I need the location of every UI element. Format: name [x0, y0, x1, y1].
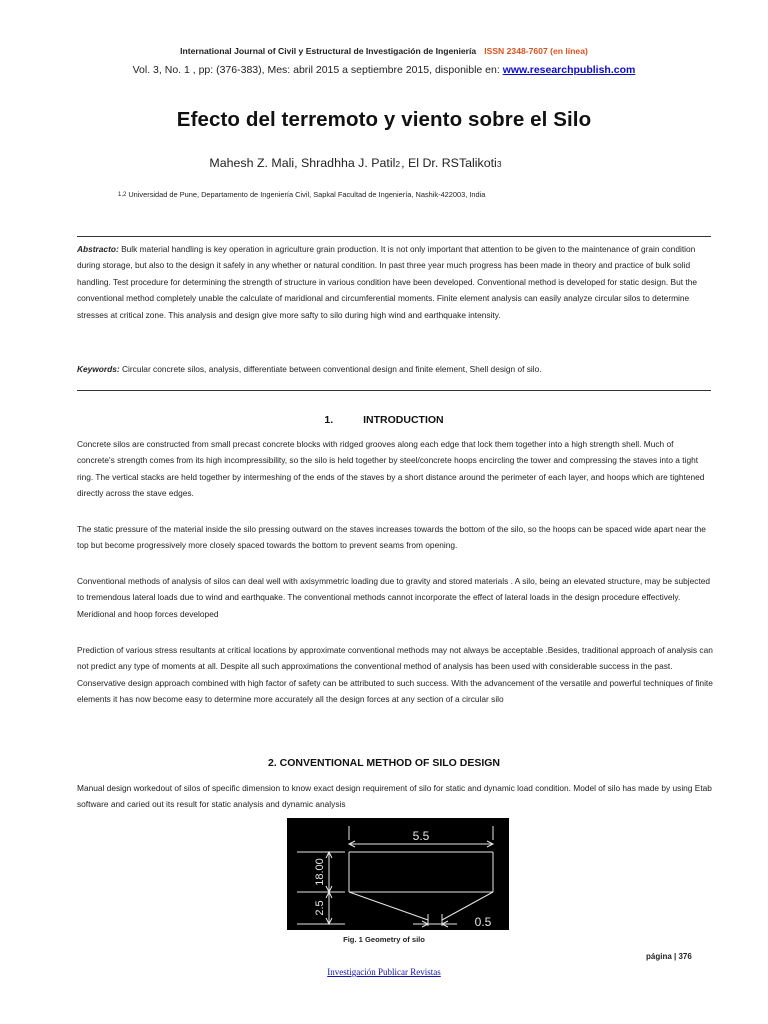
divider-top: [77, 236, 711, 237]
section2-paragraph: Manual design workedout of silos of specific dimension to know exact design requirement of silo for static and dynamic load condition. Model of silo has made by using Etab software and caried out its result for static analysis and dynamic analysis: [77, 783, 712, 810]
affiliation-marker: 1,2: [118, 192, 127, 198]
section-number: 1.: [324, 414, 334, 426]
keywords-label: Keywords:: [77, 364, 120, 374]
silo-drawing: [287, 818, 509, 930]
keywords-text: Circular concrete silos, analysis, differentiate between conventional design and finite element, Shell design of silo.: [121, 364, 542, 374]
paper-title: Efecto del terremoto y viento sobre el Silo: [176, 108, 592, 131]
intro-paragraph-1: Concrete silos are constructed from small precast concrete blocks with ridged grooves along each edge that lock them together into a high strength shell. Much of concrete's strength comes from its high incompressibility, so the silo is held together by steel/concrete hoops encircling the tower and compressing the staves into a tight ring. The vertical stacks are held together by intermeshing of the ends of the staves by a short distance around the perimeter of each layer, and hoops which are tightened directly across the stave edges.: [77, 439, 705, 499]
section-title: INTRODUCTION: [363, 414, 444, 426]
journal-name: International Journal of Civil y Estructural de Investigación de Ingeniería: [180, 46, 477, 56]
section-heading-conventional-method: 2. CONVENTIONAL METHOD OF SILO DESIGN: [268, 757, 500, 769]
figure-caption: Fig. 1 Geometry of silo: [343, 935, 425, 944]
intro-paragraph-2: The static pressure of the material inside the silo pressing outward on the staves increases towards the bottom of the silo, so the hoops can be spaced wide apart near the top but become progressively more closely spaced towards the bottom to prevent seams from opening.: [77, 524, 706, 551]
volume-line: [0, 64, 768, 76]
journal-header: [0, 46, 768, 56]
intro-paragraph-3: Conventional methods of analysis of silos can deal well with axisymmetric loading due to gravity and stored materials . A silo, being an elevated structure, may be subjected to tremendous lateral loads due to wind and earthquake. The conventional methods cannot incorporate the effect of lateral loads in the design procedure effectively. Meridional and hoop forces developed: [77, 576, 711, 619]
abstract-text: Bulk material handling is key operation in agriculture grain production. It is not only important that attention to be given to the maintenance of grain condition during storage, but also to the design it safely in any whether or natural condition. In past three year much progress has been made in theory and practice of bulk solid handling. Test procedure for determining the strength of structure in various condition have been developed. Conventional method is developed for static design. But the conventional method completely unable the calculate of maridional and circumferential moments. Finite element analysis can easily analyze circular silos to determine stresses at critical zone. This analysis and design give more safty to silo during high wind and earthquake intensity.: [77, 244, 697, 320]
journal-link[interactable]: www.researchpublish.com: [502, 64, 636, 76]
issn: ISSN 2348-7607 (en línea): [484, 46, 588, 56]
section-heading-introduction: [0, 414, 768, 426]
author-names-a: Mahesh Z. Mali, Shradhha J. Patil: [209, 156, 396, 170]
page-number: página | 376: [646, 952, 692, 961]
silo-geometry-figure: [287, 818, 509, 930]
dim-cone-label: 2.5: [314, 900, 326, 916]
author-sub-a: 2: [395, 159, 401, 169]
author-names-b: , El Dr. RSTalikoti: [401, 156, 497, 170]
author-sub-b: 3: [496, 159, 502, 169]
dim-height-label: 18.00: [314, 858, 326, 886]
volume-info: Vol. 3, No. 1 , pp: (376-383), Mes: abril 2015 a septiembre 2015, disponible en:: [132, 64, 500, 76]
intro-paragraph-4: Prediction of various stress resultants at critical locations by approximate conventional methods may not always be acceptable .Besides, traditional approach of analysis can not predict any type of moments at all. Despite all such approximations the conventional method of analysis has been used with considerable success in the past. Conservative design approach combined with high factor of safety can be attributed to such success. With the advancement of the versatile and powerful techniques of finite elements it has now become easy to determine more accurately all the design forces at any section of a circular silo: [77, 645, 713, 705]
divider-bottom: [77, 390, 711, 391]
footer: [0, 967, 768, 977]
affiliation-text: Universidad de Pune, Departamento de Ingeniería Civil, Sapkal Facultad de Ingeniería, Nashik-422003, India: [128, 190, 486, 199]
dim-outlet-label: 0.5: [474, 915, 492, 929]
abstract-label: Abstracto:: [77, 244, 119, 254]
author-list: [0, 156, 712, 170]
keywords: [77, 361, 713, 377]
footer-link[interactable]: Investigación Publicar Revistas: [327, 967, 441, 977]
abstract: [77, 241, 713, 323]
affiliation: [118, 190, 485, 199]
dim-width-label: 5.5: [412, 829, 430, 843]
